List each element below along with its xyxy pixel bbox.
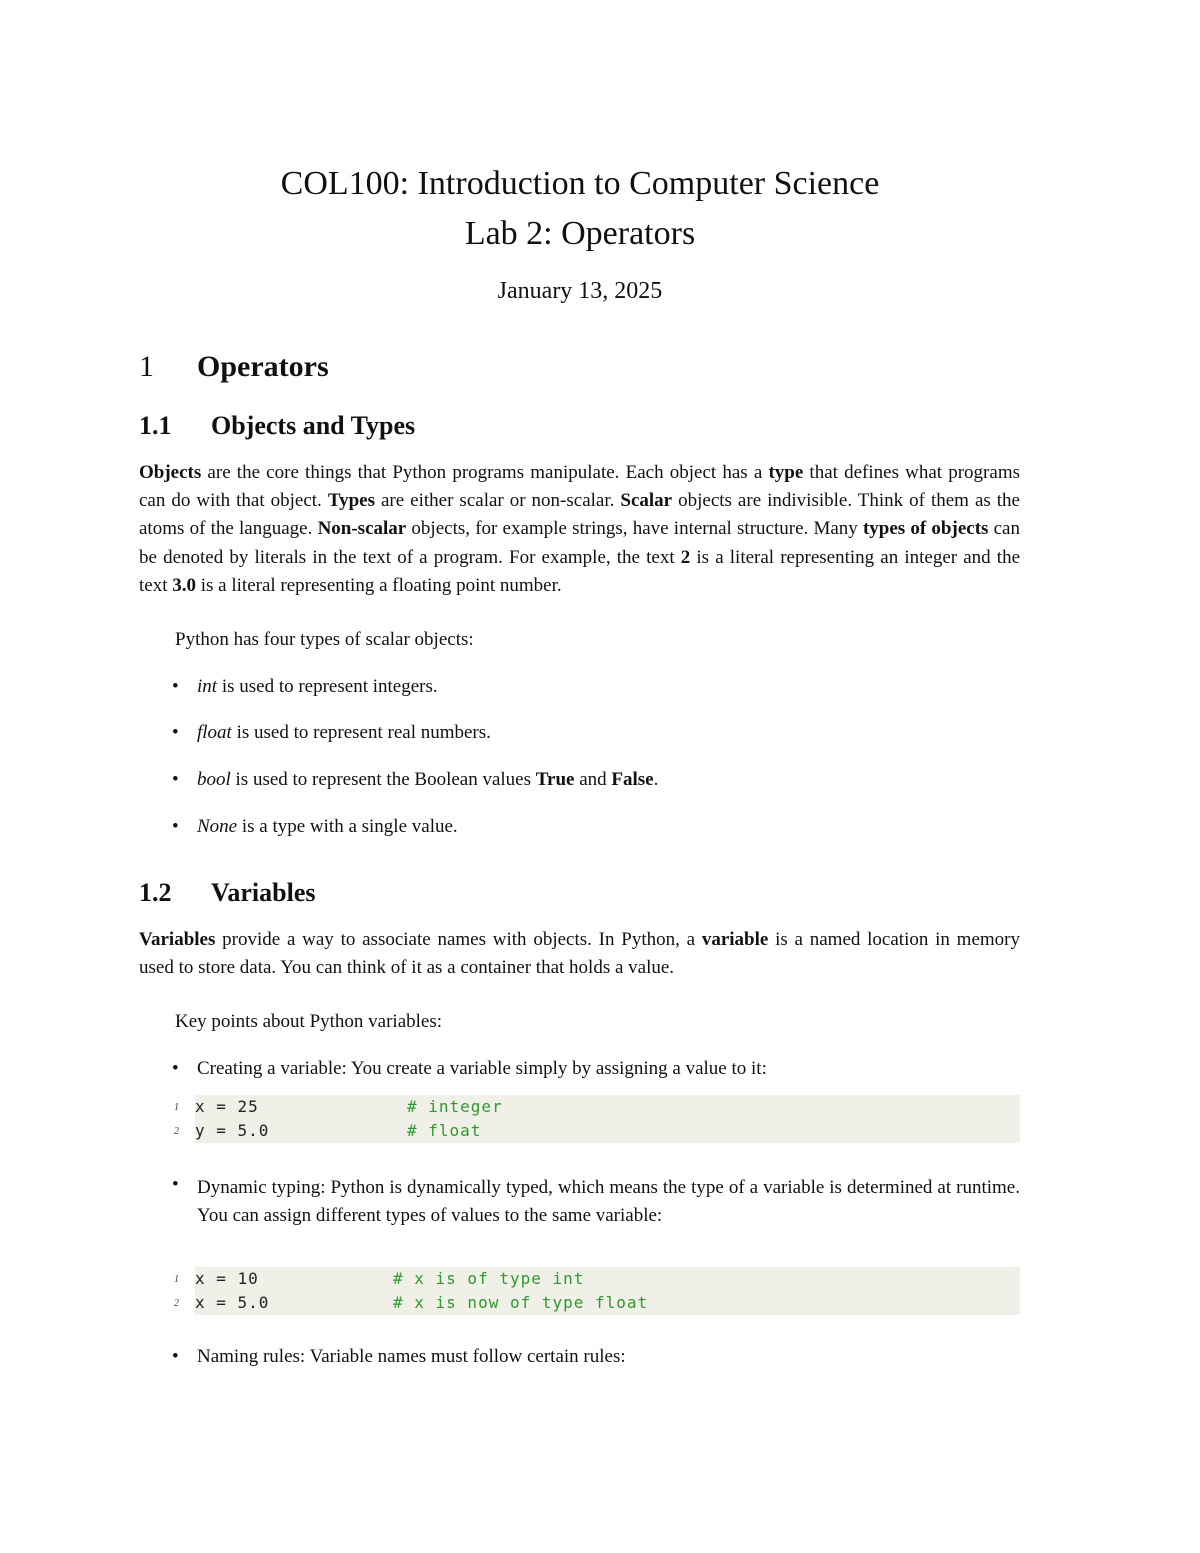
document-date: January 13, 2025 <box>497 278 663 304</box>
paragraph-text: objects, for example strings, have internal structure. Many <box>406 518 863 540</box>
paragraph-text: that defines what programs can do with that object. <box>139 462 1020 512</box>
paragraph-text: can be denoted by literals in the text of a program. For example, the text <box>139 518 1020 568</box>
code-line: y = 5.0 <box>195 1121 270 1140</box>
bullet-dot: • <box>172 816 179 837</box>
code-comment: # x is of type int <box>393 1269 585 1288</box>
section-1-title: Operators <box>197 350 329 383</box>
bullet-dot: • <box>172 1174 179 1195</box>
bullet-dot: • <box>172 769 179 790</box>
code-line: x = 5.0 <box>195 1293 270 1312</box>
code-block-creating <box>195 1095 1020 1143</box>
bold-term: types of objects <box>862 518 989 540</box>
section-1-2-heading <box>139 878 316 908</box>
variables-key-points: Key points about Python variables: <box>175 1011 443 1032</box>
bullet-dot: • <box>172 722 179 743</box>
bullet-int: int is used to represent integers. <box>197 676 438 697</box>
section-1-2-number: 1.2 <box>139 878 172 907</box>
paragraph-text: are the core things that Python programs manipulate. Each object has a <box>201 462 769 483</box>
bold-term: Scalar <box>620 490 673 512</box>
bold-term: type <box>768 462 804 483</box>
bold-term: Types <box>327 490 375 512</box>
bullet-dot: • <box>172 1058 179 1079</box>
paragraph-text: is a literal representing a floating point number. <box>196 574 562 596</box>
bullet-float: float is used to represent real numbers. <box>197 722 491 743</box>
scalar-types-intro: Python has four types of scalar objects: <box>175 629 474 650</box>
code-comment: # x is now of type float <box>393 1293 649 1312</box>
section-1-1-heading <box>139 411 415 441</box>
code-line: x = 10 <box>195 1269 259 1288</box>
bullet-dot: • <box>172 1346 179 1367</box>
section-1-number: 1 <box>139 350 154 383</box>
code-line-number: 2 <box>174 1298 179 1309</box>
document-subtitle: Lab 2: Operators <box>464 215 696 252</box>
bold-term: Non-scalar <box>317 518 407 540</box>
code-comment: # float <box>407 1121 482 1140</box>
section-1-heading <box>139 350 329 384</box>
section-1-2-title: Variables <box>211 878 316 907</box>
code-line-number: 1 <box>174 1102 179 1113</box>
section-1-1-title: Objects and Types <box>211 411 416 440</box>
section-1-1-number: 1.1 <box>139 411 172 440</box>
bullet-dot: • <box>172 676 179 697</box>
code-line-number: 1 <box>174 1274 179 1285</box>
bullet-creating-variable: Creating a variable: You create a variable simply by assigning a value to it: <box>197 1058 767 1079</box>
paragraph-text: objects are indivisible. Think of them as the atoms of the language. <box>139 490 1020 540</box>
bold-term: 3.0 <box>172 574 196 596</box>
variables-paragraph: Variables provide a way to associate names with objects. In Python, a variable is a named location in memory used to store data. You can think of it as a container that holds a value. <box>139 929 1020 979</box>
paragraph-text: is a literal representing an integer and the text <box>139 546 1021 596</box>
bullet-naming-rules: Naming rules: Variable names must follow certain rules: <box>197 1346 626 1367</box>
bullet-none: None is a type with a single value. <box>197 816 458 837</box>
code-line: x = 25 <box>195 1097 259 1116</box>
objects-paragraph <box>139 459 1020 600</box>
bullet-bool: bool is used to represent the Boolean values True and False. <box>197 769 659 790</box>
code-comment: # integer <box>407 1097 503 1116</box>
code-block-dynamic <box>195 1267 1020 1315</box>
paragraph-text: are either scalar or non-scalar. <box>374 490 621 512</box>
document-title: COL100: Introduction to Computer Science <box>280 165 880 202</box>
code-line-number: 2 <box>174 1126 179 1137</box>
bullet-dynamic-typing: Dynamic typing: Python is dynamically typed, which means the type of a variable is determined at runtime. You can assign different types of values to the same variable: <box>197 1177 1020 1227</box>
bold-term: Objects <box>139 462 202 483</box>
bold-term: 2 <box>680 546 691 568</box>
